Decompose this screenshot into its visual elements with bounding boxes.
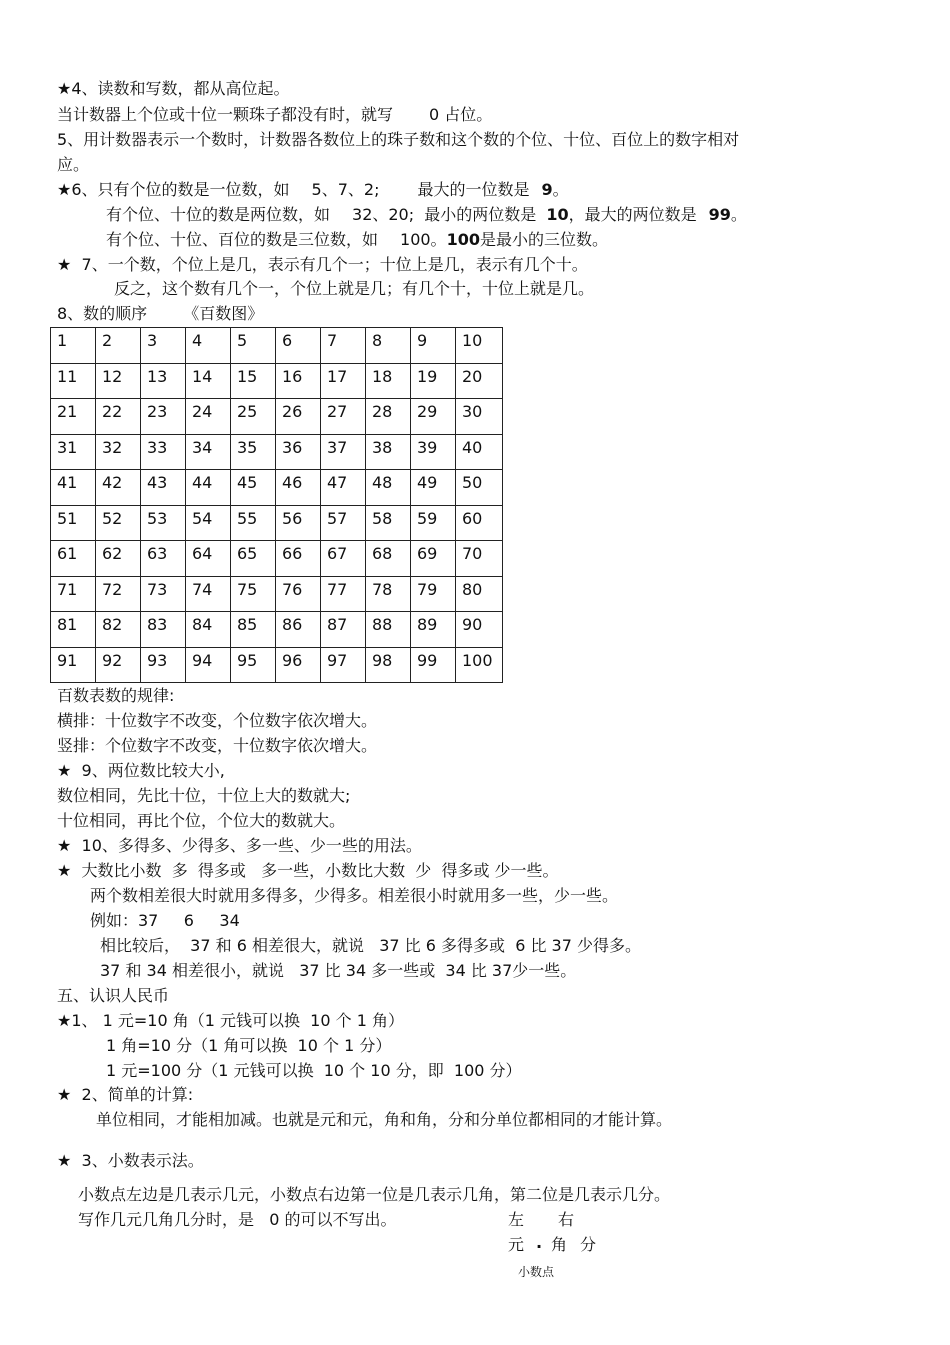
section6-line2: 有个位、十位的数是两位数，如 32、20; 最小的两位数是 10，最大的两位数是 99。: [106, 205, 747, 224]
table-cell: 11: [51, 363, 96, 399]
table-cell: 62: [96, 541, 141, 577]
table-cell: 94: [186, 647, 231, 683]
table-row: [51, 399, 503, 435]
section10-line6: 37 和 34 相差很小，就说 37 比 34 多一些或 34 比 37少一些。: [100, 961, 577, 980]
rule-title: 百数表数的规律:: [57, 686, 175, 705]
table-cell: 12: [96, 363, 141, 399]
table-cell: 15: [231, 363, 276, 399]
table-cell: 59: [411, 505, 456, 541]
table-cell: 46: [276, 470, 321, 506]
table-cell: 65: [231, 541, 276, 577]
table-cell: 2: [96, 328, 141, 364]
label-jiao: 角: [551, 1235, 568, 1254]
section10-line2: ★ 大数比小数 多 得多或 多一些，小数比大数 少 得多或 少一些。: [57, 861, 559, 880]
table-cell: 73: [141, 576, 186, 612]
table-row: [51, 541, 503, 577]
table-cell: 13: [141, 363, 186, 399]
table-cell: 23: [141, 399, 186, 435]
table-cell: 55: [231, 505, 276, 541]
section9-line2: 数位相同，先比十位，十位上大的数就大;: [57, 786, 351, 805]
table-cell: 48: [366, 470, 411, 506]
table-cell: 25: [231, 399, 276, 435]
table-cell: 85: [231, 612, 276, 648]
table-cell: 5: [231, 328, 276, 364]
table-cell: 76: [276, 576, 321, 612]
money-s2-title: ★ 2、简单的计算:: [57, 1085, 194, 1104]
table-cell: 44: [186, 470, 231, 506]
label-fen: 分: [580, 1235, 597, 1254]
table-cell: 42: [96, 470, 141, 506]
table-cell: 39: [411, 434, 456, 470]
table-cell: 53: [141, 505, 186, 541]
table-row: [51, 647, 503, 683]
table-cell: 49: [411, 470, 456, 506]
section9-line3: 十位相同，再比个位，个位大的数就大。: [57, 811, 346, 830]
table-cell: 41: [51, 470, 96, 506]
section5-line1: 5、用计数器表示一个数时，计数器各数位上的珠子数和这个数的个位、十位、百位上的数字相对: [57, 130, 740, 149]
table-cell: 17: [321, 363, 366, 399]
table-cell: 29: [411, 399, 456, 435]
table-cell: 58: [366, 505, 411, 541]
table-cell: 81: [51, 612, 96, 648]
section10-line5: 相比较后， 37 和 6 相差很大，就说 37 比 6 多得多或 6 比 37 少得多。: [100, 936, 641, 955]
table-cell: 75: [231, 576, 276, 612]
table-cell: 100: [456, 647, 503, 683]
table-cell: 27: [321, 399, 366, 435]
table-cell: 18: [366, 363, 411, 399]
table-cell: 47: [321, 470, 366, 506]
decimal-point: .: [536, 1233, 543, 1252]
table-cell: 72: [96, 576, 141, 612]
table-cell: 6: [276, 328, 321, 364]
table-cell: 35: [231, 434, 276, 470]
table-cell: 26: [276, 399, 321, 435]
table-row: [51, 576, 503, 612]
table-cell: 80: [456, 576, 503, 612]
table-cell: 68: [366, 541, 411, 577]
table-row: [51, 363, 503, 399]
table-cell: 78: [366, 576, 411, 612]
table-cell: 96: [276, 647, 321, 683]
section10-line1: ★ 10、多得多、少得多、多一些、少一些的用法。: [57, 836, 422, 855]
table-cell: 16: [276, 363, 321, 399]
table-cell: 84: [186, 612, 231, 648]
table-cell: 90: [456, 612, 503, 648]
label-left: 左: [508, 1210, 525, 1229]
table-cell: 20: [456, 363, 503, 399]
section8-title: 8、数的顺序 《百数图》: [57, 304, 264, 323]
table-cell: 37: [321, 434, 366, 470]
table-cell: 83: [141, 612, 186, 648]
table-cell: 88: [366, 612, 411, 648]
table-cell: 30: [456, 399, 503, 435]
section7-line1: ★ 7、一个数，个位上是几，表示有几个一；十位上是几，表示有几个十。: [57, 255, 588, 274]
table-cell: 93: [141, 647, 186, 683]
table-cell: 36: [276, 434, 321, 470]
table-cell: 9: [411, 328, 456, 364]
label-right: 右: [558, 1210, 575, 1229]
table-cell: 14: [186, 363, 231, 399]
table-row: [51, 505, 503, 541]
table-cell: 98: [366, 647, 411, 683]
table-cell: 67: [321, 541, 366, 577]
table-cell: 77: [321, 576, 366, 612]
table-cell: 1: [51, 328, 96, 364]
table-cell: 64: [186, 541, 231, 577]
table-cell: 71: [51, 576, 96, 612]
table-row: [51, 470, 503, 506]
table-row: [51, 612, 503, 648]
money-s2-body: 单位相同，才能相加减。也就是元和元，角和角，分和分单位都相同的才能计算。: [96, 1110, 673, 1129]
label-yuan: 元: [508, 1235, 525, 1254]
table-cell: 70: [456, 541, 503, 577]
table-cell: 28: [366, 399, 411, 435]
rule-row: 横排：十位数字不改变，个位数字依次增大。: [57, 711, 378, 730]
table-cell: 22: [96, 399, 141, 435]
table-cell: 61: [51, 541, 96, 577]
hundred-chart-table: [50, 327, 503, 683]
table-cell: 19: [411, 363, 456, 399]
table-cell: 89: [411, 612, 456, 648]
table-cell: 92: [96, 647, 141, 683]
money-s1-line1: ★1、 1 元=10 角（1 元钱可以换 10 个 1 角）: [57, 1011, 404, 1030]
table-cell: 82: [96, 612, 141, 648]
table-cell: 57: [321, 505, 366, 541]
money-title: 五、认识人民币: [57, 986, 170, 1005]
table-cell: 34: [186, 434, 231, 470]
table-cell: 63: [141, 541, 186, 577]
table-cell: 99: [411, 647, 456, 683]
table-cell: 33: [141, 434, 186, 470]
table-cell: 50: [456, 470, 503, 506]
section6-line3: 有个位、十位、百位的数是三位数，如 100。100是最小的三位数。: [106, 230, 608, 249]
table-cell: 7: [321, 328, 366, 364]
table-cell: 97: [321, 647, 366, 683]
table-cell: 24: [186, 399, 231, 435]
section10-line4: 例如：37 6 34: [90, 911, 240, 930]
decimal-point-label: 小数点: [518, 1265, 555, 1279]
table-cell: 8: [366, 328, 411, 364]
table-cell: 74: [186, 576, 231, 612]
rule-col: 竖排：个位数字不改变，十位数字依次增大。: [57, 736, 378, 755]
section7-line2: 反之，这个数有几个一，个位上就是几；有几个十，十位上就是几。: [114, 279, 595, 298]
section10-line3: 两个数相差很大时就用多得多，少得多。相差很小时就用多一些，少一些。: [90, 886, 619, 905]
table-cell: 60: [456, 505, 503, 541]
table-cell: 69: [411, 541, 456, 577]
table-cell: 32: [96, 434, 141, 470]
table-cell: 21: [51, 399, 96, 435]
money-s3-line1: 小数点左边是几表示几元，小数点右边第一位是几表示几角，第二位是几表示几分。: [78, 1185, 671, 1204]
table-cell: 43: [141, 470, 186, 506]
section9-line1: ★ 9、两位数比较大小,: [57, 761, 225, 780]
table-cell: 79: [411, 576, 456, 612]
table-cell: 54: [186, 505, 231, 541]
table-cell: 95: [231, 647, 276, 683]
table-cell: 51: [51, 505, 96, 541]
table-cell: 52: [96, 505, 141, 541]
table-cell: 86: [276, 612, 321, 648]
table-cell: 56: [276, 505, 321, 541]
table-cell: 87: [321, 612, 366, 648]
table-cell: 10: [456, 328, 503, 364]
table-cell: 38: [366, 434, 411, 470]
table-row: [51, 434, 503, 470]
table-row: [51, 328, 503, 364]
section6-line1: ★6、只有个位的数是一位数，如 5、7、2; 最大的一位数是 9。: [57, 180, 569, 199]
table-cell: 45: [231, 470, 276, 506]
money-s3-title: ★ 3、小数表示法。: [57, 1151, 204, 1170]
money-s1-line2: 1 角=10 分（1 角可以换 10 个 1 分）: [106, 1036, 392, 1055]
table-cell: 91: [51, 647, 96, 683]
table-cell: 4: [186, 328, 231, 364]
table-cell: 3: [141, 328, 186, 364]
table-cell: 31: [51, 434, 96, 470]
section4-line2: 当计数器上个位或十位一颗珠子都没有时，就写 0 占位。: [57, 105, 493, 124]
table-cell: 66: [276, 541, 321, 577]
money-s1-line3: 1 元=100 分（1 元钱可以换 10 个 10 分，即 100 分）: [106, 1061, 522, 1080]
section5-line2: 应。: [57, 155, 90, 174]
money-s3-line2: 写作几元几角几分时，是 0 的可以不写出。: [78, 1210, 397, 1229]
section4-line1: ★4、读数和写数，都从高位起。: [57, 79, 290, 98]
table-cell: 40: [456, 434, 503, 470]
